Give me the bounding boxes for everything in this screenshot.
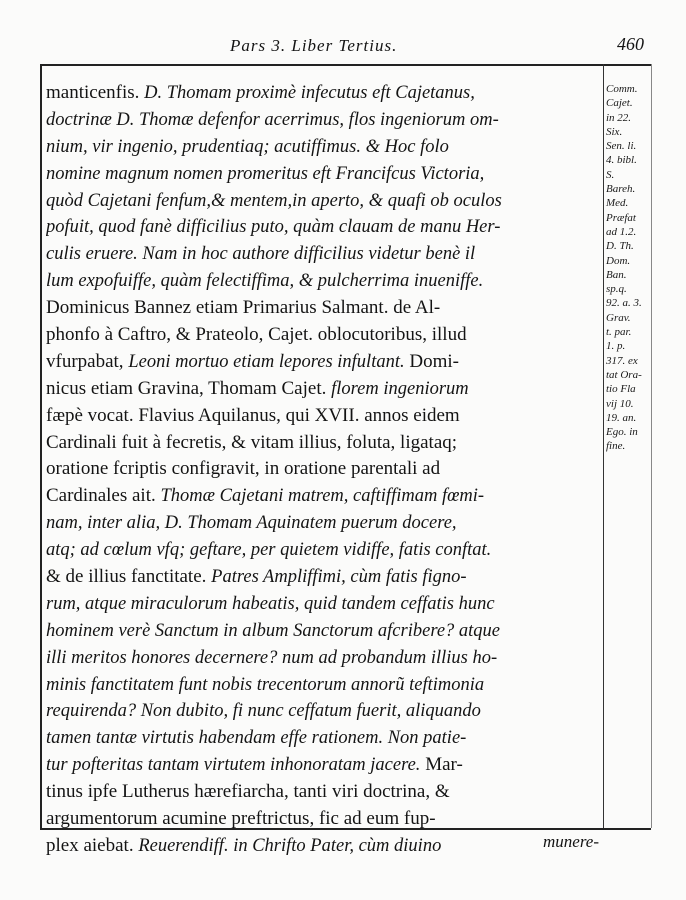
- page-number: 460: [617, 34, 644, 54]
- margin-note-line: S.: [606, 168, 615, 181]
- text-line: [46, 430, 598, 457]
- margin-note-line: Ban.: [606, 268, 627, 281]
- italic-run: Leoni mortuo etiam lepores infultant.: [128, 351, 405, 372]
- text-line: [46, 537, 598, 564]
- margin-note-line: sp.q.: [606, 283, 627, 296]
- margin-note-line: Med.: [606, 197, 629, 210]
- roman-run: Domi-: [404, 350, 459, 372]
- roman-run: Dominicus Bannez etiam Primarius Salmant. de Al-: [46, 297, 441, 319]
- text-line: [46, 779, 598, 806]
- italic-run: nam, inter alia, D. Thomam Aquinatem puerum docere,: [46, 513, 457, 534]
- italic-run: culis eruere. Nam in hoc authore difficilius videtur benè il: [46, 244, 476, 265]
- text-line: [46, 483, 598, 510]
- margin-note-line: Six.: [606, 125, 623, 138]
- margin-note-line: t. par.: [606, 326, 632, 339]
- text-line: [46, 161, 598, 188]
- text-line: [46, 80, 598, 107]
- margin-note-line: 1. p.: [606, 340, 626, 353]
- roman-run: phonfo à Caftro, & Prateolo, Cajet. oblocutoribus, illud: [46, 324, 467, 346]
- main-text-block: [46, 80, 598, 860]
- italic-run: requirenda? Non dubito, fi nunc ceffatum fuerit, aliquando: [46, 701, 481, 722]
- frame-rule-top: [40, 64, 651, 66]
- italic-run: tamen tantæ virtutis habendam effe rationem. Non patie-: [46, 728, 467, 749]
- text-line: [46, 107, 598, 134]
- italic-run: tur pofteritas tantam virtutem inhonoratam jacere.: [46, 755, 421, 776]
- text-line: [46, 188, 598, 215]
- text-line: [46, 591, 598, 618]
- text-line: [46, 698, 598, 725]
- italic-run: nomine magnum nomen promeritus eft Francifcus Victoria,: [46, 163, 485, 184]
- text-line: [46, 806, 598, 833]
- italic-run: pofuit, quod fanè difficilius puto, quàm clauam de manu Her-: [46, 217, 501, 238]
- catchword: munere-: [543, 832, 600, 851]
- text-line: [46, 268, 598, 295]
- italic-run: illi meritos honores decernere? num ad probandum illius ho-: [46, 647, 498, 668]
- text-line: [46, 214, 598, 241]
- roman-run: fæpè vocat. Flavius Aquilanus, qui XVII. annos eidem: [46, 404, 460, 426]
- italic-run: lum expofuiffe, quàm felectiffima, & pulcherrima inueniffe.: [46, 271, 484, 292]
- text-line: [46, 833, 598, 860]
- roman-run: Cardinali fuit à fecretis, & vitam illius, foluta, ligataq;: [46, 431, 458, 453]
- text-line: [46, 134, 598, 161]
- margin-note-line: vij 10.: [606, 397, 634, 410]
- margin-note-line: D. Th.: [606, 240, 634, 253]
- roman-run: manticenfis.: [46, 82, 145, 103]
- margin-note-line: Grav.: [606, 311, 631, 324]
- roman-run: oratione fcriptis configravit, in oratione parentali ad: [46, 458, 441, 480]
- marginal-notes: [606, 82, 650, 454]
- italic-run: D. Thomam proximè infecutus eft Cajetanus,: [144, 83, 475, 103]
- margin-note-line: Dom.: [606, 254, 631, 267]
- text-line: [46, 295, 598, 322]
- italic-run: hominem verè Sanctum in album Sanctorum afcribere? atque: [46, 620, 501, 641]
- margin-note-line: Sen. li.: [606, 140, 637, 153]
- text-line: [46, 322, 598, 349]
- italic-run: florem ingeniorum: [331, 378, 469, 399]
- roman-run: argumentorum acumine preftrictus, fic ad eum fup-: [46, 808, 436, 830]
- page-header: [40, 30, 650, 66]
- running-title: Pars 3. Liber Tertius.: [230, 36, 398, 55]
- roman-run: tinus ipfe Lutherus hærefiarcha, tanti viri doctrina, &: [46, 781, 450, 803]
- italic-run: minis fanctitatem funt nobis trecentorum annorũ teftimonia: [46, 674, 485, 695]
- margin-note-line: Comm.: [606, 83, 638, 95]
- margin-note-line: Ego. in: [606, 426, 638, 439]
- italic-run: Reuerendiff. in Chrifto Pater, cùm diuino: [138, 835, 442, 856]
- text-line: [46, 672, 598, 699]
- text-line: [46, 618, 598, 645]
- margin-note-line: 4. bibl.: [606, 154, 637, 167]
- margin-note-line: 19. an.: [606, 411, 637, 424]
- text-line: [46, 403, 598, 430]
- text-line: [46, 376, 598, 403]
- frame-rule-right: [651, 64, 652, 828]
- margin-note-line: ad 1.2.: [606, 225, 637, 238]
- roman-run: nicus etiam Gravina, Thomam Cajet.: [46, 377, 332, 399]
- margin-note-line: Præfat: [606, 211, 636, 224]
- margin-column-rule: [603, 64, 604, 828]
- margin-note-line: fine.: [606, 440, 626, 453]
- margin-note-line: in 22.: [606, 111, 632, 124]
- text-line: [46, 349, 598, 376]
- margin-note-line: tio Fla: [606, 383, 636, 396]
- roman-run: vfurpabat,: [46, 350, 129, 372]
- italic-run: quòd Cajetani fenfum,& mentem,in aperto, & quafi ob oculos: [46, 190, 502, 211]
- italic-run: Patres Ampliffimi, cùm fatis figno-: [211, 567, 467, 588]
- text-line: [46, 564, 598, 591]
- margin-note-line: 317. ex: [606, 354, 638, 367]
- margin-note-line: Cajet.: [606, 97, 633, 110]
- text-line: [46, 456, 598, 483]
- italic-run: doctrinæ D. Thomæ defenfor acerrimus, flos ingeniorum om-: [46, 109, 499, 130]
- margin-note-line: tat Ora-: [606, 368, 642, 381]
- italic-run: nium, vir ingenio, prudentiaq; acutiffimus. & Hoc folo: [46, 136, 449, 157]
- roman-run: Cardinales ait.: [46, 485, 161, 507]
- italic-run: Thomæ Cajetani matrem, caftiffimam fœmi-: [160, 486, 485, 507]
- text-line: [46, 725, 598, 752]
- margin-note-line: Bareh.: [606, 183, 636, 196]
- roman-run: & de illius fanctitate.: [46, 566, 212, 588]
- text-line: [46, 752, 598, 779]
- roman-run: plex aiebat.: [46, 834, 139, 856]
- frame-rule-left: [40, 64, 42, 828]
- text-line: [46, 241, 598, 268]
- roman-run: Mar-: [420, 754, 463, 776]
- margin-note-line: 92. a. 3.: [606, 297, 642, 310]
- text-line: [46, 510, 598, 537]
- italic-run: atq; ad cœlum vfq; geftare, per quietem vidiffe, fatis conftat.: [46, 540, 492, 561]
- italic-run: rum, atque miraculorum habeatis, quid tandem ceffatis hunc: [46, 593, 495, 614]
- text-line: [46, 645, 598, 672]
